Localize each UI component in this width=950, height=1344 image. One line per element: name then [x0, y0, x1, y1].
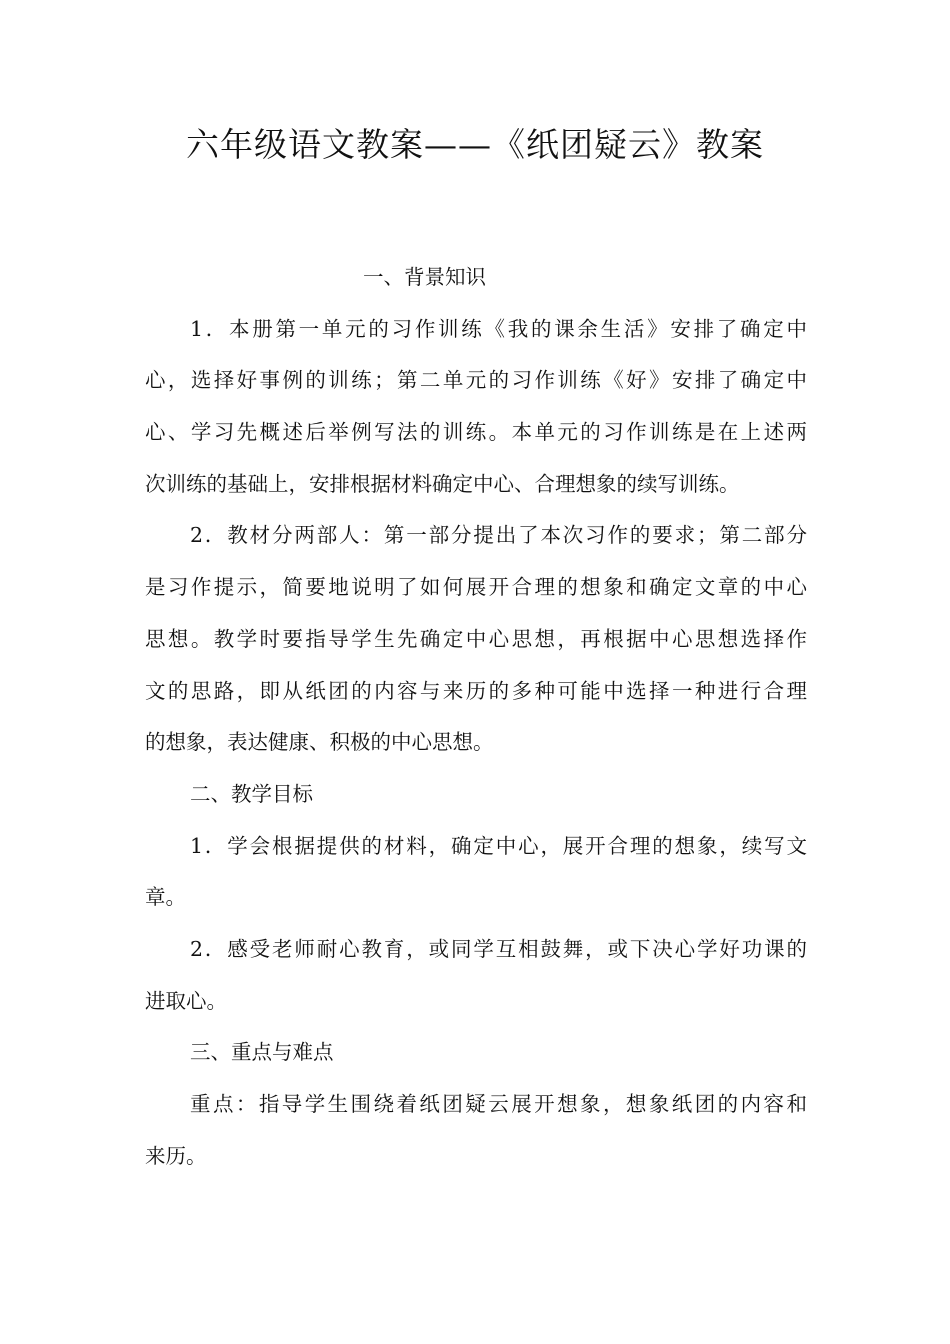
paragraph-line: 2．感受老师耐心教育，或同学互相鼓舞，或下决心学好功课的 — [190, 936, 807, 961]
document-body — [145, 252, 807, 1182]
paragraph-line: 2．教材分两部人：第一部分提出了本次习作的要求；第二部分 — [190, 523, 807, 548]
section-heading-background: 一、背景知识 — [363, 265, 486, 289]
paragraph-line: 文的思路，即从纸团的内容与来历的多种可能中选择一种进行合理 — [145, 678, 807, 703]
paragraph-line: 次训练的基础上，安排根据材料确定中心、合理想象的续写训练。 — [145, 471, 740, 496]
paragraph-line: 进取心。 — [145, 988, 227, 1013]
document-title: 六年级语文教案——《纸团疑云》教案 — [186, 125, 764, 164]
paragraph-line: 思想。教学时要指导学生先确定中心思想，再根据中心思想选择作 — [145, 626, 807, 651]
paragraph-line: 1．学会根据提供的材料，确定中心，展开合理的想象，续写文 — [190, 833, 807, 858]
section-heading-goals: 二、教学目标 — [190, 781, 313, 806]
paragraph-line: 来历。 — [145, 1143, 207, 1168]
paragraph-line: 心，选择好事例的训练；第二单元的习作训练《好》安排了确定中 — [145, 368, 807, 393]
paragraph-line: 是习作提示，简要地说明了如何展开合理的想象和确定文章的中心 — [145, 575, 807, 600]
paragraph-line: 的想象，表达健康、积极的中心思想。 — [145, 730, 494, 755]
paragraph-line: 重点：指导学生围绕着纸团疑云展开想象，想象纸团的内容和 — [190, 1092, 807, 1116]
section-heading-key-points: 三、重点与难点 — [190, 1040, 334, 1065]
paragraph-line: 1．本册第一单元的习作训练《我的课余生活》安排了确定中 — [190, 316, 807, 341]
paragraph-line: 章。 — [145, 885, 186, 910]
paragraph-line: 心、学习先概述后举例写法的训练。本单元的习作训练是在上述两 — [145, 420, 807, 445]
